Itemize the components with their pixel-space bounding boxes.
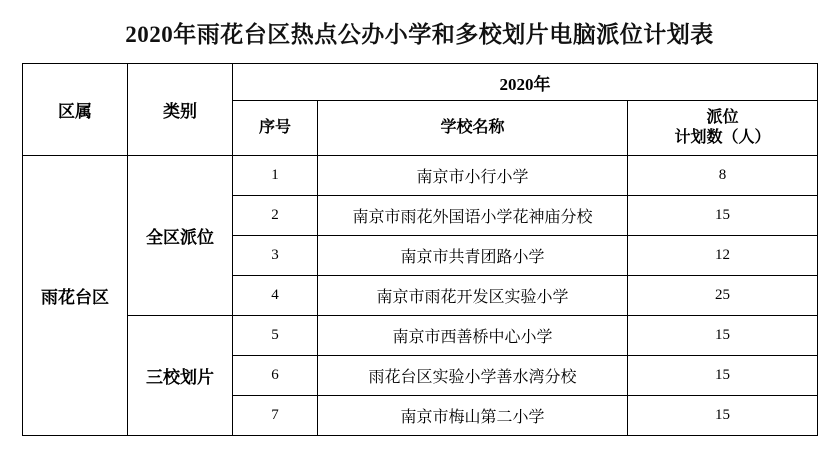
cell-index: 4 (233, 276, 318, 316)
cell-index: 7 (233, 396, 318, 436)
table-row (23, 156, 818, 196)
cell-school: 南京市梅山第二小学 (318, 396, 628, 436)
cell-category-group-1: 三校划片 (128, 316, 233, 436)
cell-quota: 8 (628, 156, 818, 196)
cell-index: 1 (233, 156, 318, 196)
cell-school: 南京市西善桥中心小学 (318, 316, 628, 356)
cell-quota: 12 (628, 236, 818, 276)
cell-school: 南京市雨花开发区实验小学 (318, 276, 628, 316)
cell-quota: 15 (628, 196, 818, 236)
page-title: 2020年雨花台区热点公办小学和多校划片电脑派位计划表 (125, 22, 714, 47)
header-quota (628, 101, 818, 156)
cell-school: 南京市小行小学 (318, 156, 628, 196)
cell-index: 6 (233, 356, 318, 396)
cell-category-group-0: 全区派位 (128, 156, 233, 316)
table-header-row-1 (23, 64, 818, 101)
header-year: 2020年 (233, 64, 818, 101)
table-body (23, 156, 818, 436)
table-container (0, 63, 839, 436)
cell-quota: 15 (628, 316, 818, 356)
cell-school: 雨花台区实验小学善水湾分校 (318, 356, 628, 396)
cell-school: 南京市雨花外国语小学花神庙分校 (318, 196, 628, 236)
cell-region: 雨花台区 (23, 156, 128, 436)
table-row (23, 316, 818, 356)
table-header (23, 64, 818, 156)
cell-quota: 25 (628, 276, 818, 316)
header-region: 区属 (23, 64, 128, 156)
cell-school: 南京市共青团路小学 (318, 236, 628, 276)
cell-index: 3 (233, 236, 318, 276)
header-quota-line2: 计划数（人） (674, 129, 771, 146)
cell-index: 5 (233, 316, 318, 356)
cell-quota: 15 (628, 356, 818, 396)
cell-index: 2 (233, 196, 318, 236)
placement-plan-table (22, 63, 818, 436)
header-category: 类别 (128, 64, 233, 156)
cell-quota: 15 (628, 396, 818, 436)
header-index: 序号 (233, 101, 318, 156)
header-school: 学校名称 (318, 101, 628, 156)
header-quota-line1: 派位 (706, 109, 739, 126)
